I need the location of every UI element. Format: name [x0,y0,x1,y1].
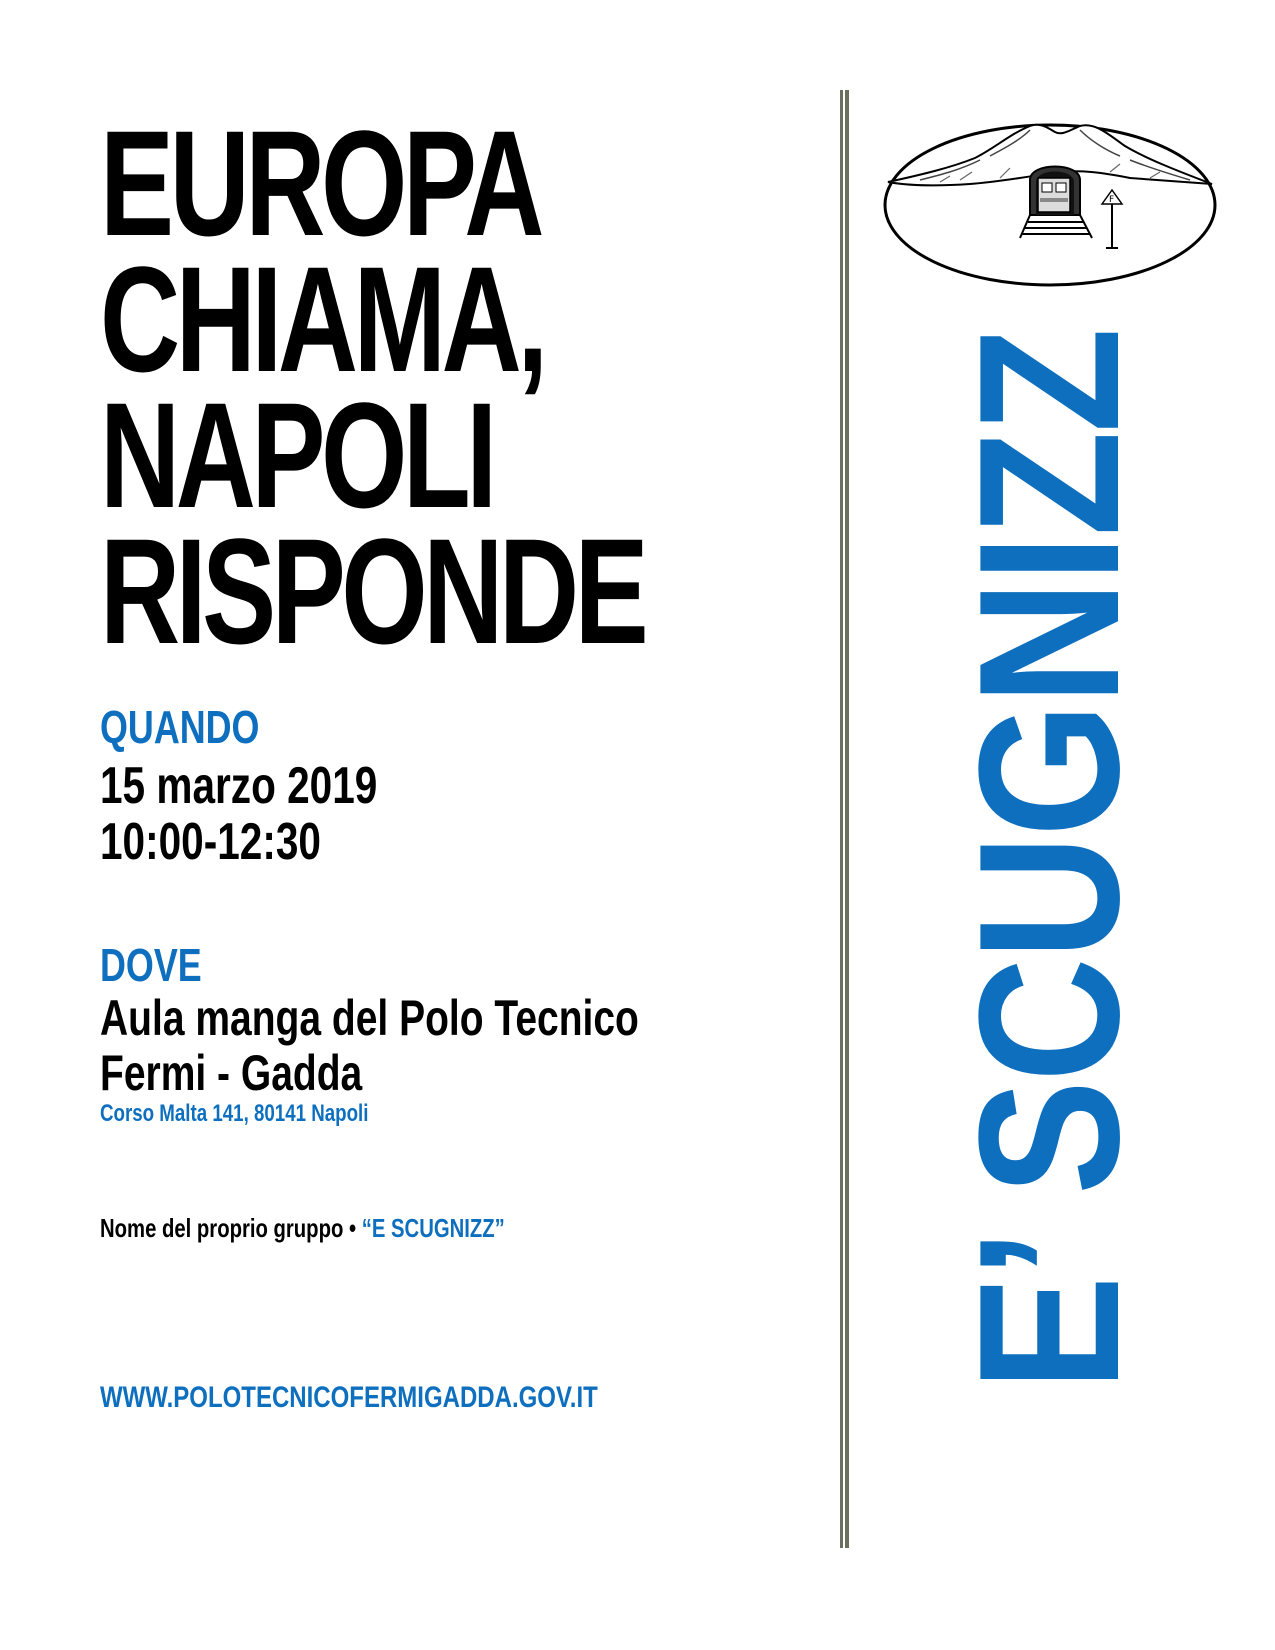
website-link[interactable]: WWW.POLOTECNICOFERMIGADDA.GOV.IT [100,1381,598,1414]
svg-text:F: F [1109,195,1115,205]
headline [100,99,645,675]
venue-line-2: Fermi - Gadda [100,1045,363,1101]
event-date: 15 marzo 2019 [100,757,378,815]
group-name: “E SCUGNIZZ” [361,1213,505,1243]
when-label: QUANDO [100,701,260,753]
headline-line-3: NAPOLI [100,371,493,539]
vertical-divider [840,90,849,1548]
group-line [100,1215,505,1241]
mountain-tunnel-train-logo-icon [880,120,1220,290]
headline-line-2: CHIAMA, [100,235,544,403]
headline-line-1: EUROPA [100,99,541,267]
side-title-text: E’ SCUGNIZZ [938,329,1161,1391]
headline-line-4: RISPONDE [100,507,645,675]
group-prefix: Nome del proprio gruppo • [100,1213,362,1243]
venue-address: Corso Malta 141, 80141 Napoli [100,1100,369,1127]
where-label: DOVE [100,939,202,991]
event-time: 10:00-12:30 [100,813,321,871]
venue-line-1: Aula manga del Polo Tecnico [100,990,639,1046]
